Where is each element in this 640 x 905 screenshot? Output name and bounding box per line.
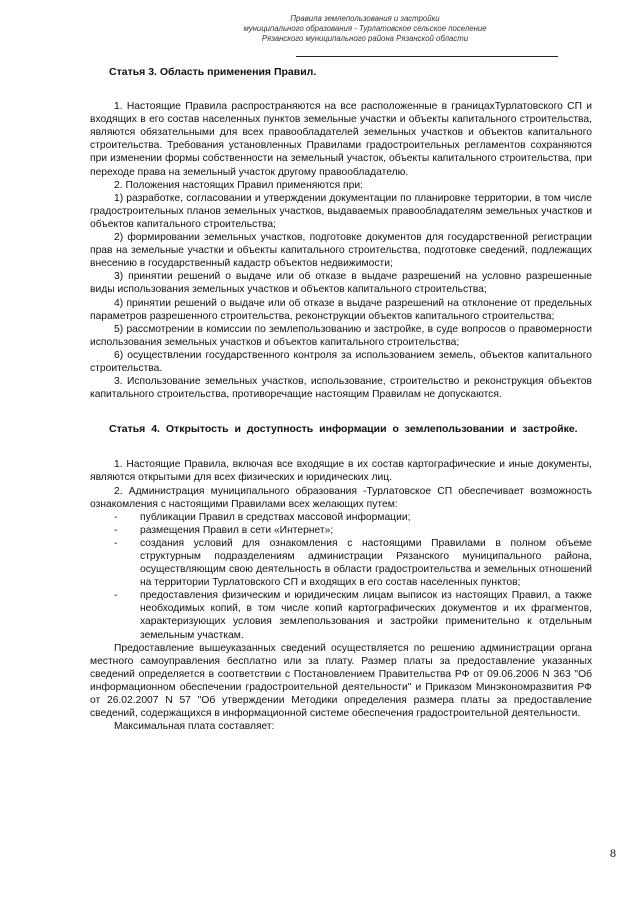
- list-item: [90, 524, 592, 537]
- paragraph: 2. Положения настоящих Правил применяются при:: [114, 179, 363, 191]
- header-divider: [296, 56, 558, 57]
- header-line-3: Рязанского муниципального района Рязанской области: [261, 34, 469, 43]
- paragraph: 3) принятии решений о выдаче или об отказе в выдаче разрешений на условно разрешенные виды использования земельных участков и объектов капитального строительства;: [90, 271, 592, 296]
- list-item: [90, 589, 592, 641]
- paragraph: 1) разработке, согласовании и утверждении документации по планировке территории, в том числе градостроительных планов земельных участков, выдаваемых правообладателям земельных участков и объектов капитального строительства;: [90, 192, 592, 230]
- paragraph: 2) формировании земельных участков, подготовке документов для государственной регистрации прав на земельные участки и объекты капитального строительства, подготовке сведений, подлежащих внесению в государственный кадастр объектов недвижимости;: [90, 232, 592, 270]
- list-item: [90, 511, 592, 524]
- header-line-1: Правила землепользования и застройки: [290, 14, 440, 23]
- paragraph: 4) принятии решений о выдаче или об отказе в выдаче разрешений на отклонение от предельных параметров разрешенного строительства, реконструкции объектов капитального строительства;: [90, 297, 592, 322]
- paragraph: 6) осуществлении государственного контроля за использованием земель, объектов капитального строительства.: [90, 349, 592, 374]
- document-body: [90, 66, 592, 733]
- paragraph: 1. Настоящие Правила, включая все входящие в их состав картографические и иные документы, являются открытыми для всех физических и юридических лиц.: [90, 459, 592, 484]
- paragraph: 1. Настоящие Правила распространяются на все расположенные в границахТурлатовского СП и входящих в его состав населенных пунктов земельные участки и объекты капитального строительства, являются обязательными для всех правообладателей земельных участков и объектов капитального строительства. Требования установленных Правилами градостроительных регламентов сохраняются при изменении формы собственности на земельный участок, объекты капитального строительства, при переходе права на земельный участок другому правообладателю.: [90, 101, 592, 178]
- paragraph: 3. Использование земельных участков, использование, строительство и реконструкция объектов капитального строительства, противоречащие настоящим Правилам не допускаются.: [90, 376, 592, 401]
- dash-bullet: -: [114, 537, 118, 549]
- paragraph: Максимальная плата составляет:: [114, 721, 275, 733]
- paragraph: Предоставление вышеуказанных сведений осуществляется по решению администрации органа местного самоуправления бесплатно или за плату. Размер платы за предоставление указанных сведений определяется в соответствии с Постановлением Правительства РФ от 09.06.2006 N 363 "Об информационном обеспечении градостроительной деятельности" и Приказом Минэкономразвития РФ от 26.02.2007 N 57 "Об утверждении Методики определения размера платы за предоставление сведений, содержащихся в информационной системе обеспечения градостроительной деятельности.: [90, 642, 592, 720]
- paragraph: 2. Администрация муниципального образования -Турлатовское СП обеспечивает возможность ознакомления с настоящими Правилами всех желающих путем:: [90, 485, 592, 510]
- list-item-text: публикации Правил в средствах массовой информации;: [140, 511, 411, 523]
- access-methods-list: [90, 511, 592, 642]
- page-number: 8: [610, 846, 616, 860]
- list-item-text: предоставления физическим и юридическим лицам выписок из настоящих Правил, а также необходимых копий, в том числе копий картографических документов и их фрагментов, характеризующих условия землепользования и застройки применительно к отдельным земельным участкам.: [140, 590, 592, 641]
- paragraph: 5) рассмотрении в комиссии по землепользованию и застройке, в суде вопросов о правомерности использования земельных участков и объектов капитального строительства;: [90, 323, 592, 348]
- list-item: [90, 537, 592, 589]
- header-line-2: муниципального образования - Турлатовское сельское поселение: [243, 24, 487, 33]
- article-3-title: Статья 3. Область применения Правил.: [109, 66, 317, 78]
- dash-bullet: -: [114, 590, 118, 602]
- list-item-text: создания условий для ознакомления с настоящими Правилами в полном объеме структурным подразделениям администрации Рязанского муниципального района, осуществляющим свою деятельность в области градостроительства и земельных отношений на территории Турлатовского СП и входящих в его состав населенных пунктов;: [140, 537, 592, 589]
- dash-bullet: -: [114, 524, 118, 536]
- article-4-title: Статья 4. Открытость и доступность информации о землепользовании и застройке.: [109, 423, 578, 436]
- dash-bullet: -: [114, 511, 118, 523]
- list-item-text: размещения Правил в сети «Интернет»;: [140, 524, 334, 536]
- running-header: [200, 14, 530, 44]
